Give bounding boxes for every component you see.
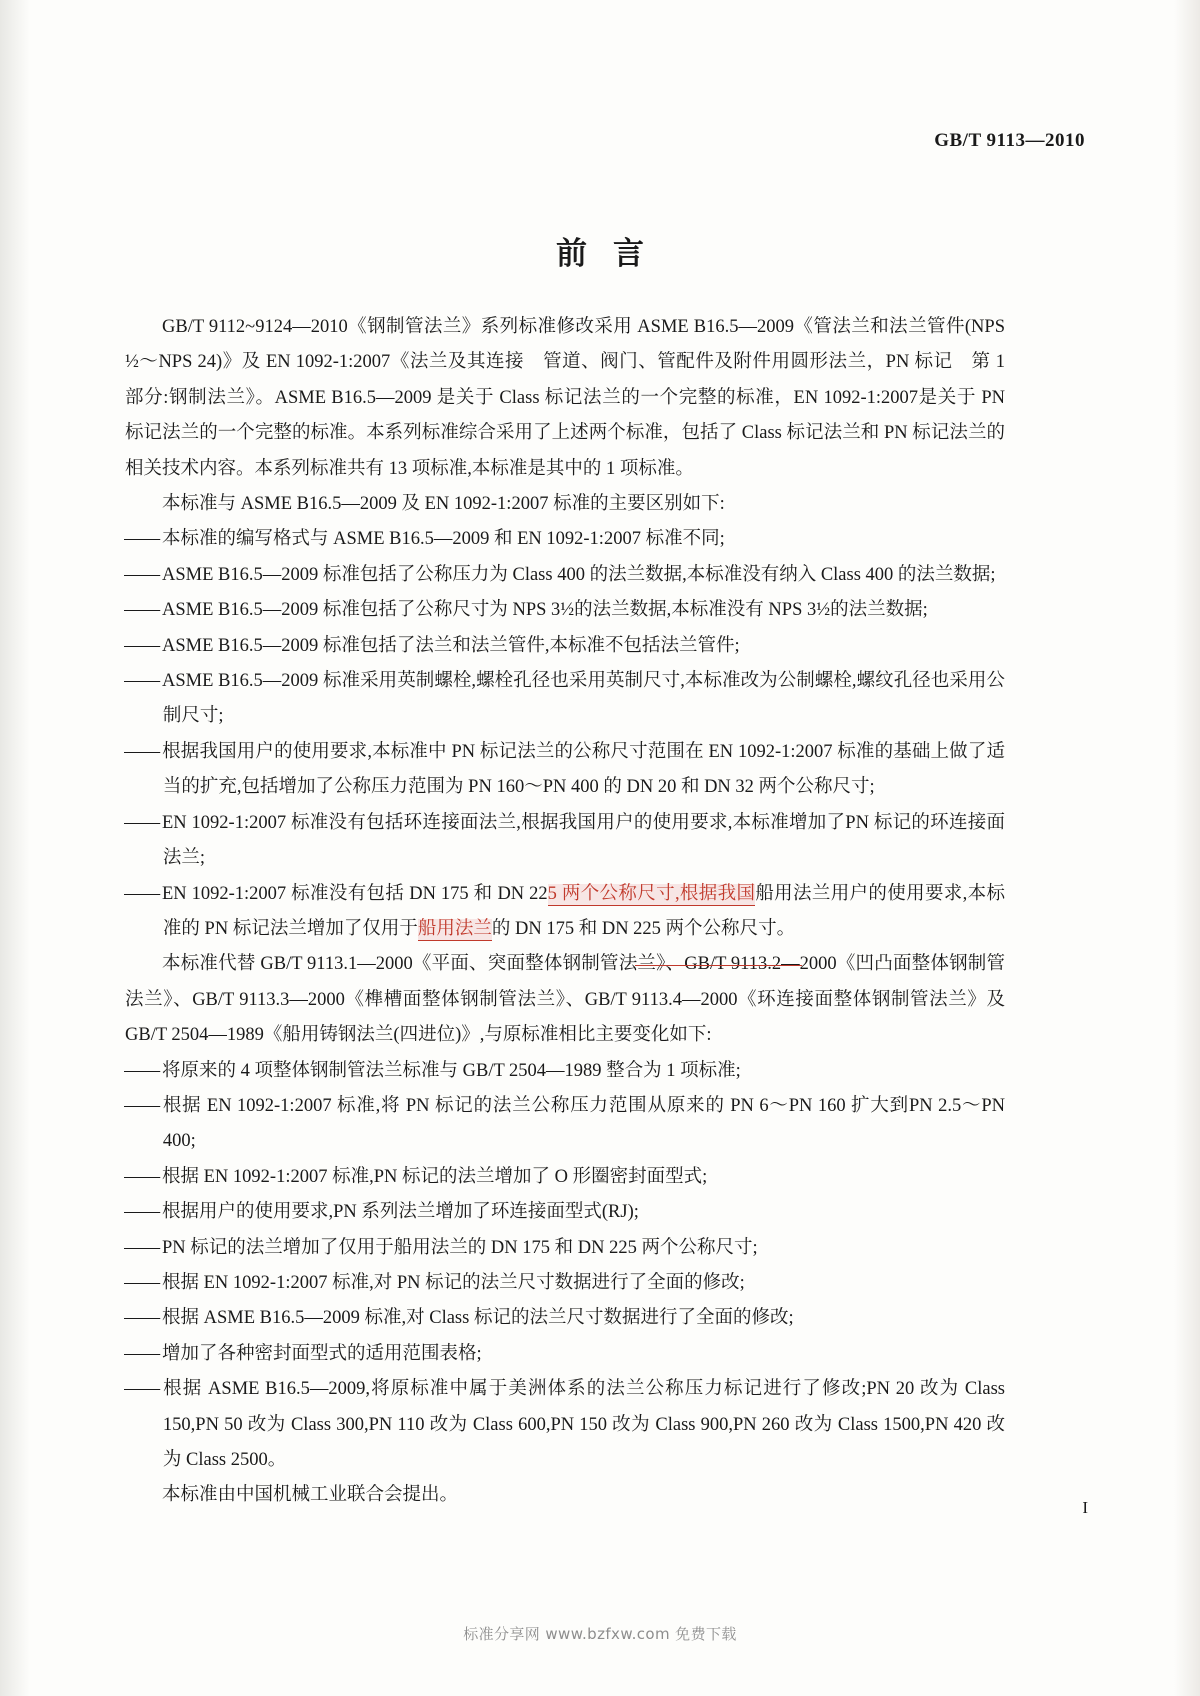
dash-marker: —— [124, 812, 160, 833]
list-item-text: ASME B16.5—2009 标准包括了法兰和法兰管件,本标准不包括法兰管件; [162, 635, 740, 656]
list-item [125, 522, 1005, 557]
annotation-highlight-2: 船用法兰 [417, 918, 492, 939]
page-number: I [1082, 1498, 1088, 1517]
list-item [125, 1301, 1005, 1336]
list-item [125, 664, 1005, 735]
list-item [125, 1089, 1005, 1160]
annotation-highlight-1: 5 两个公称尺寸,根据我国 [547, 883, 756, 904]
list-item [125, 735, 1005, 806]
dash-marker: —— [124, 1379, 160, 1400]
list-item [125, 1372, 1005, 1478]
dash-marker: —— [124, 635, 160, 656]
list-item-text-part3: 使用要求,本标准的 PN 标记法兰增加了仅用于 [162, 883, 1005, 939]
paragraph-intro: GB/T 9112~9124—2010《钢制管法兰》系列标准修改采用 ASME B16.5—2009《管法兰和法兰管件(NPS ½～NPS 24)》及 EN 1092-1:2007《法兰及其连接 管道、阀门、管配件及附件用圆形法兰，PN 标记 第 1 部分:钢制法兰》。ASME B16.5—2009 是关于 Class 标记法兰的一个完整的标准，EN 1092-1:2007是关于 PN 标记法兰的一个完整的标准。本系列标准综合采用了上述两个标准，包括了 Class 标记法兰和 PN 标记法兰的相关技术内容。本系列标准共有 13 项标准,本标准是其中的 1 项标准。 [125, 317, 1005, 479]
list-item [125, 593, 1005, 628]
dash-marker: —— [124, 741, 160, 762]
list-item-text: 根据 EN 1092-1:2007 标准,对 PN 标记的法兰尺寸数据进行了全面的修改; [162, 1272, 745, 1293]
dash-marker: —— [124, 600, 160, 621]
paragraph-differences-lead: 本标准与 ASME B16.5—2009 及 EN 1092-1:2007 标准的主要区别如下: [162, 494, 725, 515]
list-item-text: 根据 EN 1092-1:2007 标准,PN 标记的法兰增加了 O 形圈密封面型式; [162, 1166, 708, 1187]
list-item [125, 1195, 1005, 1230]
list-item-text: 本标准的编写格式与 ASME B16.5—2009 和 EN 1092-1:2007 标准不同; [162, 529, 725, 550]
dash-marker: —— [124, 883, 160, 904]
dash-marker: —— [124, 1272, 160, 1293]
dash-marker: —— [124, 1095, 160, 1116]
list-item [125, 1160, 1005, 1195]
dash-marker: —— [124, 671, 160, 692]
list-item-text-part6: 尺寸。 [739, 918, 796, 939]
list-item [125, 1337, 1005, 1372]
dash-marker: —— [124, 564, 160, 585]
list-item-text-part4: 的 DN 175 [491, 918, 575, 939]
list-item [125, 558, 1005, 593]
list-item-text: 根据我国用户的使用要求,本标准中 PN 标记法兰的公称尺寸范围在 EN 1092-1:2007 标准的基础上做了适当的扩充,包括增加了公称压力范围为 PN 160～PN 400 的 DN 20 和 DN 32 两个公称尺寸; [162, 741, 1005, 798]
list-item-text: PN 标记的法兰增加了仅用于船用法兰的 DN 175 和 DN 225 两个公称尺寸; [162, 1237, 758, 1258]
list-item [125, 629, 1005, 664]
standard-number-header: GB/T 9113—2010 [934, 130, 1085, 151]
document-body [125, 310, 1005, 1514]
dash-marker: —— [124, 1202, 160, 1223]
list-item-text: ASME B16.5—2009 标准包括了公称尺寸为 NPS 3½的法兰数据,本标准没有 NPS 3½的法兰数据; [162, 600, 928, 621]
list-item-text: 根据 ASME B16.5—2009,将原标准中属于美洲体系的法兰公称压力标记进行了修改;PN 20 改为 Class 150,PN 50 改为 Class 300,PN 110 改为 Class 600,PN 150 改为 Class 900,PN 260 改为 Class 1500,PN 420 改为 Class 2500。 [162, 1379, 1005, 1470]
list-item-text-part1: EN 1092-1:2007 标准没有包括 DN 175 和 DN 22 [162, 883, 548, 904]
dash-marker: —— [124, 1343, 160, 1364]
footer-watermark: 标准分享网 www.bzfxw.com 免费下载 [463, 1625, 737, 1643]
list-item-text: 根据用户的使用要求,PN 系列法兰增加了环连接面型式(RJ); [162, 1202, 639, 1223]
list-item-text: 将原来的 4 项整体钢制管法兰标准与 GB/T 2504—1989 整合为 1 项标准; [162, 1060, 741, 1081]
annotation-strikethrough: 兰》、GB/T 9113.2— [637, 954, 800, 975]
list-item-text: 根据 EN 1092-1:2007 标准,将 PN 标记的法兰公称压力范围从原来的 PN 6～PN 160 扩大到PN 2.5～PN 400; [162, 1095, 1005, 1152]
page-title: 前言 [556, 236, 670, 272]
list-item-text: EN 1092-1:2007 标准没有包括环连接面法兰,根据我国用户的使用要求,本标准增加了PN 标记的环连接面法兰; [162, 812, 1005, 869]
list-item [125, 806, 1005, 877]
list-item-text-part5: 和 DN 225 两个公称 [574, 918, 740, 939]
list-item-text: 增加了各种密封面型式的适用范围表格; [162, 1343, 482, 1364]
list-item [125, 1054, 1005, 1089]
list-item-text: ASME B16.5—2009 标准包括了公称压力为 Class 400 的法兰数据,本标准没有纳入 Class 400 的法兰数据; [162, 564, 996, 585]
dash-marker: —— [124, 1060, 160, 1081]
list-item [125, 1266, 1005, 1301]
dash-marker: —— [124, 1308, 160, 1329]
list-item-text-part2: 船用法兰用户的 [755, 883, 888, 904]
paragraph-replaces-post: 2000《凹凸面整体钢制管法兰》、GB/T 9113.3—2000《榫槽面整体钢制管法兰》、GB/T 9113.4—2000《环连接面整体钢制管法兰》及 GB/T 2504—1989《船用铸钢法兰(四进位)》,与原标准相比主要变化如下: [125, 954, 1005, 1046]
list-item [125, 1231, 1005, 1266]
dash-marker: —— [124, 1166, 160, 1187]
paragraph-replaces [125, 947, 1005, 1053]
paragraph-replaces-pre: 本标准代替 GB/T 9113.1—2000《平面、突面整体钢制管法 [162, 954, 638, 975]
list-item-text: 根据 ASME B16.5—2009 标准,对 Class 标记的法兰尺寸数据进行了全面的修改; [162, 1308, 794, 1329]
dash-marker: —— [124, 529, 160, 550]
paragraph-proposer: 本标准由中国机械工业联合会提出。 [162, 1485, 459, 1506]
list-item-annotated [125, 877, 1005, 948]
list-item-text: ASME B16.5—2009 标准采用英制螺栓,螺栓孔径也采用英制尺寸,本标准改为公制螺栓,螺纹孔径也采用公制尺寸; [162, 671, 1005, 727]
dash-marker: —— [124, 1237, 160, 1258]
